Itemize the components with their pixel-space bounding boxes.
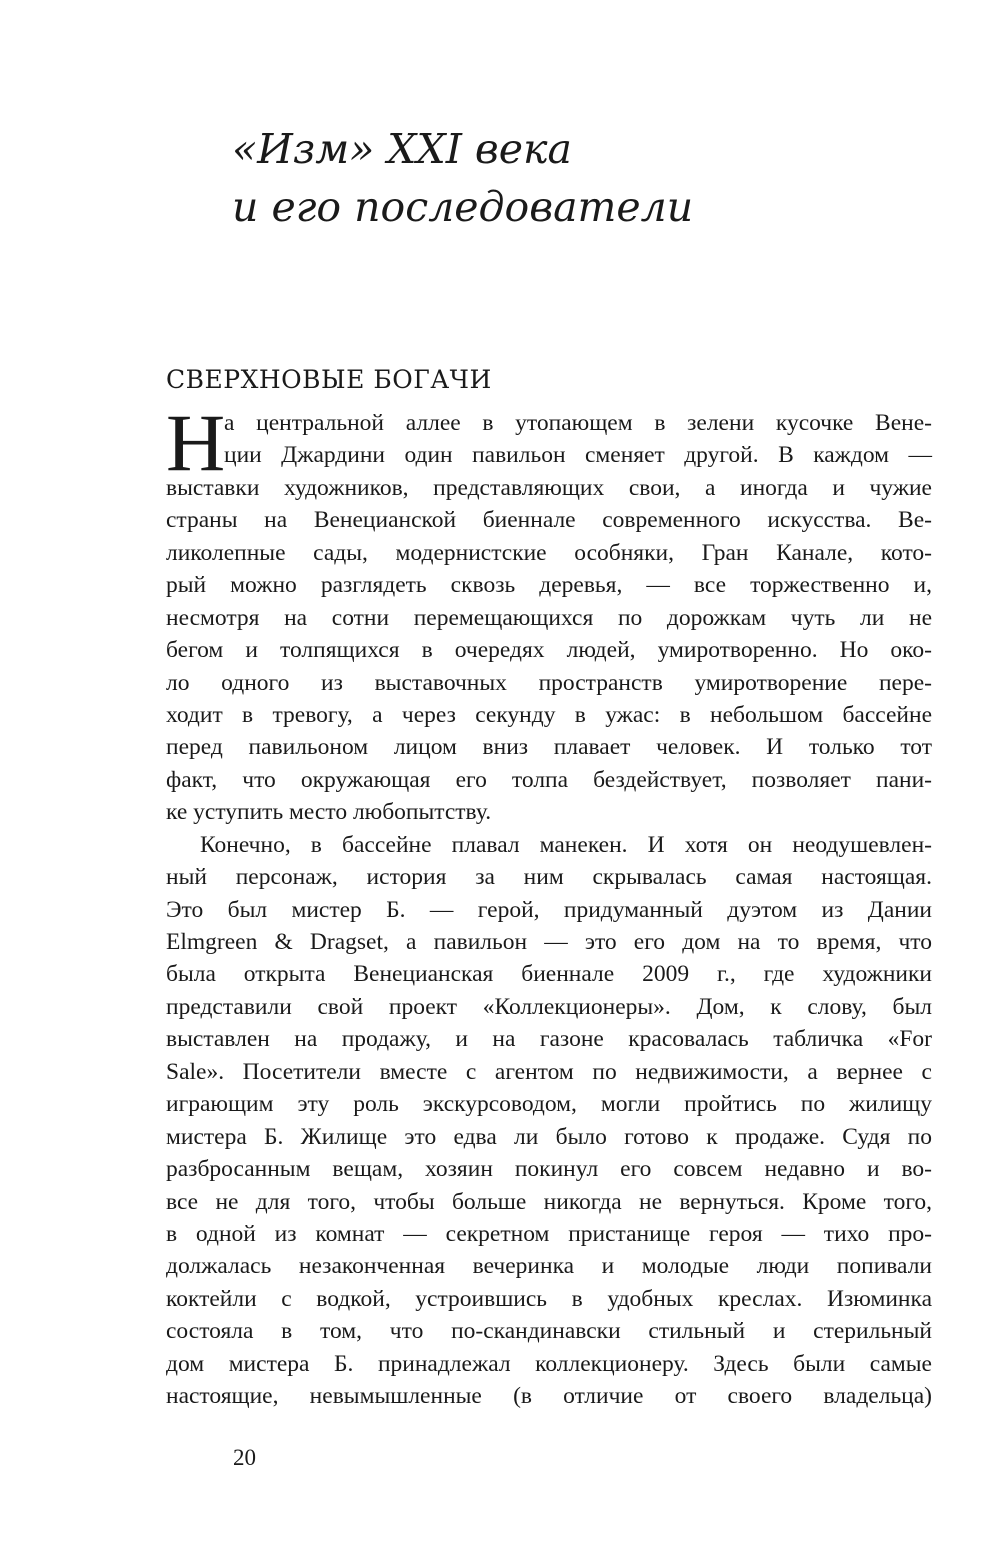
text-line: состояла в том, что по-скандинавски стильный и стерильный	[166, 1318, 932, 1345]
text-line: ный персонаж, история за ним скрывалась самая настоящая.	[166, 864, 932, 891]
text-line: бегом и толпящихся в очередях людей, умиротворенно. Но око-	[166, 637, 932, 664]
text-line: а центральной аллее в утопающем в зелени кусочке Вене-	[224, 410, 932, 436]
text-line: настоящие, невымышленные (в отличие от своего владельца)	[166, 1383, 932, 1410]
text-line: ходит в тревогу, а через секунду в ужас: в небольшом бассейне	[166, 701, 932, 728]
section-heading: СВЕРХНОВЫЕ БОГАЧИ	[166, 365, 492, 394]
text-line: выставки художников, представляющих свои, а иногда и чужие	[166, 474, 932, 501]
text-line: Это был мистер Б. — герой, придуманный дуэтом из Дании	[166, 896, 932, 923]
text-line: факт, что окружающая его толпа бездействует, позволяет пани-	[166, 766, 932, 793]
text-line: играющим эту роль экскурсоводом, могли пройтись по жилищу	[166, 1091, 932, 1118]
page-number: 20	[233, 1445, 256, 1470]
text-line: была открыта Венецианская биеннале 2009 г., где художники	[166, 961, 932, 988]
text-line: Elmgreen & Dragset, а павильон — это его дом на то время, что	[166, 929, 932, 955]
chapter-title-line-2: и его последователи	[232, 183, 694, 231]
text-line: ло одного из выставочных пространств умиротворение пере-	[166, 669, 932, 696]
text-line: дом мистера Б. принадлежал коллекционеру. Здесь были самые	[166, 1350, 932, 1377]
chapter-title	[232, 120, 912, 236]
paragraph-2	[166, 829, 932, 1413]
drop-cap: Н	[166, 397, 226, 488]
body-text	[166, 397, 932, 1413]
paragraph-1	[166, 397, 932, 829]
text-line: несмотря на сотни перемещающихся по дорожкам чуть ли не	[166, 604, 932, 631]
text-line: все не для того, чтобы больше никогда не вернуться. Кроме того,	[166, 1188, 932, 1215]
text-line: страны на Венецианской биеннале современного искусства. Ве-	[166, 507, 932, 534]
text-line: в одной из комнат — секретном пристанище героя — тихо про-	[166, 1220, 932, 1247]
text-line: ке уступить место любопытству.	[166, 799, 492, 826]
chapter-title-line-1: «Изм» XXI века	[232, 125, 572, 173]
text-line: Конечно, в бассейне плавал манекен. И хотя он неодушевлен-	[200, 831, 932, 858]
text-line: мистера Б. Жилище это едва ли было готово к продаже. Судя по	[166, 1123, 932, 1150]
text-line: Sale». Посетители вместе с агентом по недвижимости, а вернее с	[166, 1058, 932, 1085]
text-line: перед павильоном лицом вниз плавает человек. И только тот	[166, 734, 932, 761]
text-line: выставлен на продажу, и на газоне красовалась табличка «For	[166, 1026, 932, 1053]
text-line: разбросанным вещам, хозяин покинул его совсем недавно и во-	[166, 1156, 932, 1183]
text-line: должалась незаконченная вечеринка и молодые люди попивали	[166, 1253, 932, 1280]
text-line: представили свой проект «Коллекционеры». Дом, к слову, был	[166, 993, 932, 1020]
text-line: ликолепные сады, модернистские особняки, Гран Канале, кото-	[166, 539, 932, 566]
text-line: рый можно разглядеть сквозь деревья, — все торжественно и,	[166, 572, 932, 599]
text-line: коктейли с водкой, устроившись в удобных креслах. Изюминка	[166, 1285, 932, 1312]
text-line: ции Джардини один павильон сменяет другой. В каждом —	[224, 442, 932, 469]
